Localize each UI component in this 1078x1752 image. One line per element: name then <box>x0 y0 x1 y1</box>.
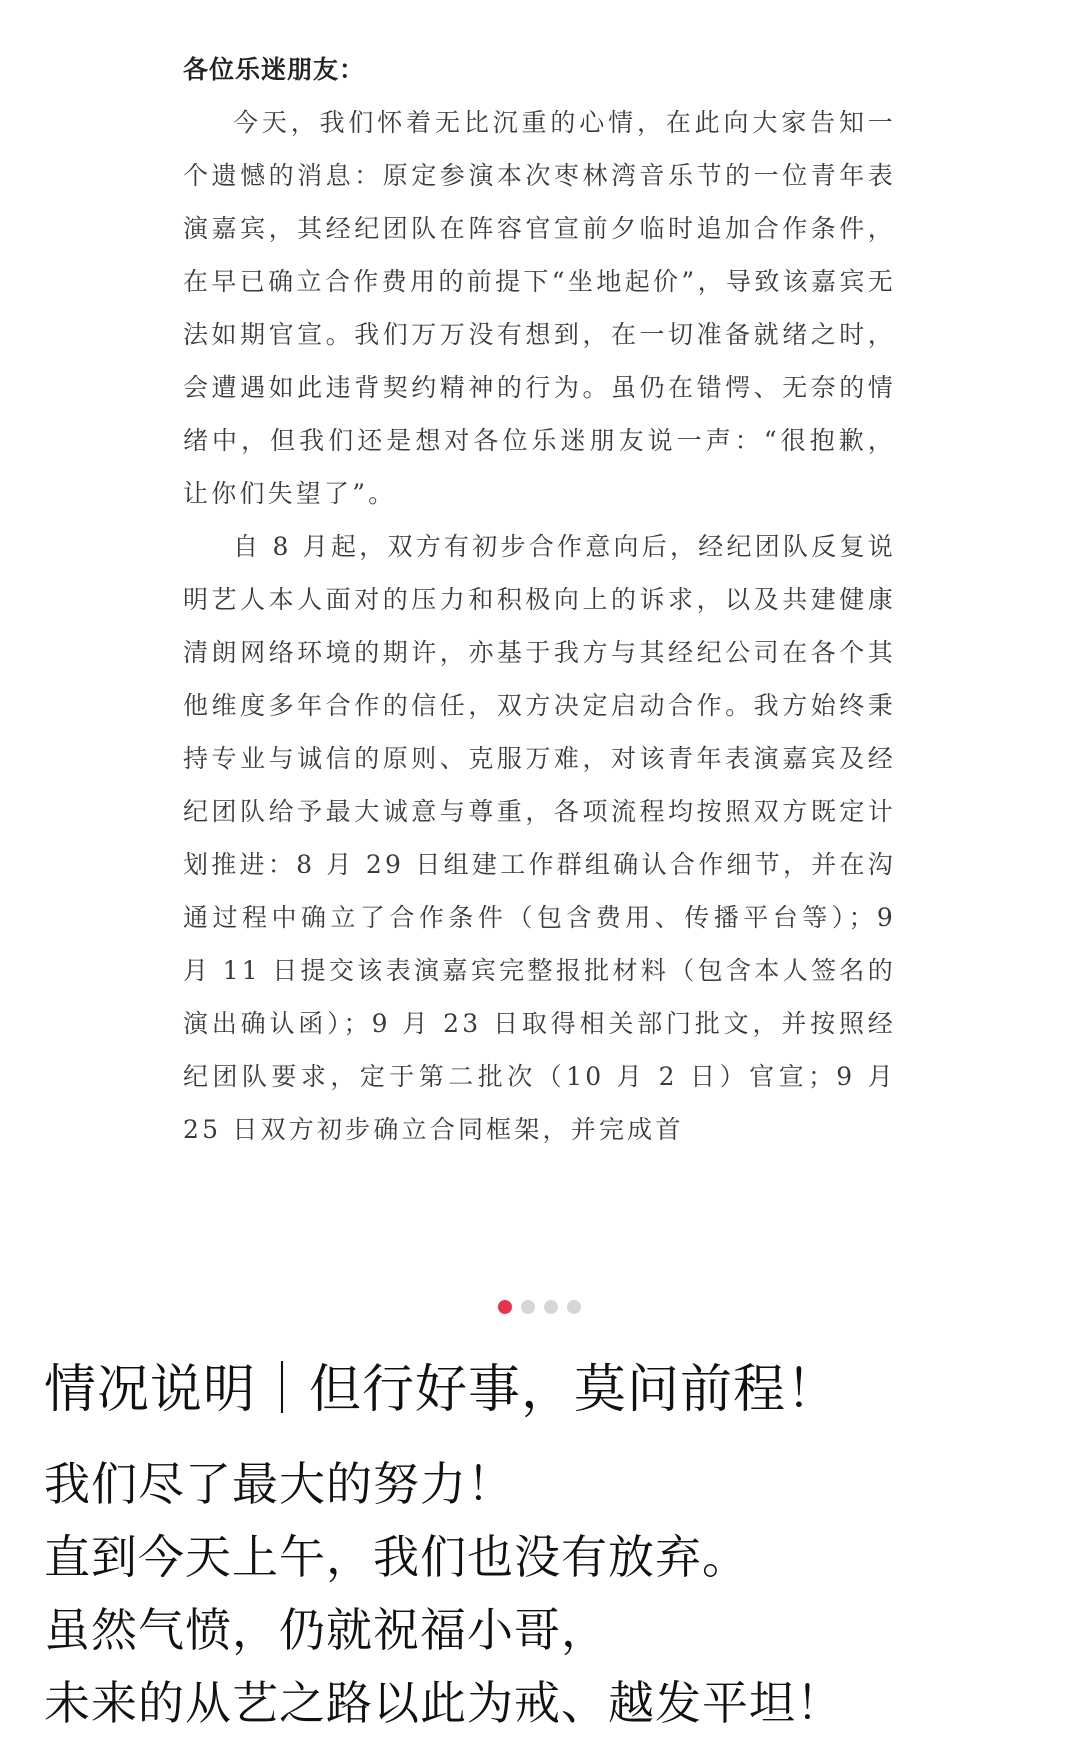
carousel-indicator <box>0 1300 1078 1314</box>
document-content <box>183 44 896 1156</box>
post-text-line: 直到今天上午，我们也没有放弃。 <box>44 1530 749 1584</box>
carousel-dot[interactable] <box>567 1300 581 1314</box>
carousel-dot[interactable] <box>521 1300 535 1314</box>
document-salutation: 各位乐迷朋友： <box>183 55 366 84</box>
post-text-line: 未来的从艺之路以此为戒、越发平坦！ <box>44 1676 843 1730</box>
carousel-dot[interactable] <box>498 1300 512 1314</box>
post-text-line: 虽然气愤，仍就祝福小哥， <box>44 1603 608 1657</box>
document-paragraph-2: 自 8 月起，双方有初步合作意向后，经纪团队反复说明艺人本人面对的压力和积极向上的诉求，以及共建健康清朗网络环境的期许，亦基于我方与其经纪公司在各个其他维度多年合作的信任，双方决定启动合作。我方始终秉持专业与诚信的原则、克服万难，对该青年表演嘉宾及经纪团队给予最大诚意与尊重，各项流程均按照双方既定计划推进：8 月 29 日组建工作群组确认合作细节，并在沟通过程中确立了合作条件（包含费用、传播平台等）；9 月 11 日提交该表演嘉宾完整报批材料（包含本人签名的演出确认函）；9 月 23 日取得相关部门批文，并按照经纪团队要求，定于第二批次（10 月 2 日）官宣；9 月 25 日双方初步确立合同框架，并完成首 <box>183 532 896 1144</box>
post-body <box>44 1350 1044 1740</box>
carousel-dot[interactable] <box>544 1300 558 1314</box>
document-paragraph-1: 今天，我们怀着无比沉重的心情，在此向大家告知一个遗憾的消息：原定参演本次枣林湾音乐节的一位青年表演嘉宾，其经纪团队在阵容官宣前夕临时追加合作条件，在早已确立合作费用的前提下“坐地起价”，导致该嘉宾无法如期官宣。我们万万没有想到，在一切准备就绪之时，会遭遇如此违背契约精神的行为。虽仍在错愕、无奈的情绪中，但我们还是想对各位乐迷朋友说一声：“很抱歉，让你们失望了”。 <box>183 108 896 508</box>
post-title: 情况说明｜但行好事，莫问前程！ <box>44 1360 840 1420</box>
post-text-line: 我们尽了最大的努力！ <box>44 1457 514 1511</box>
